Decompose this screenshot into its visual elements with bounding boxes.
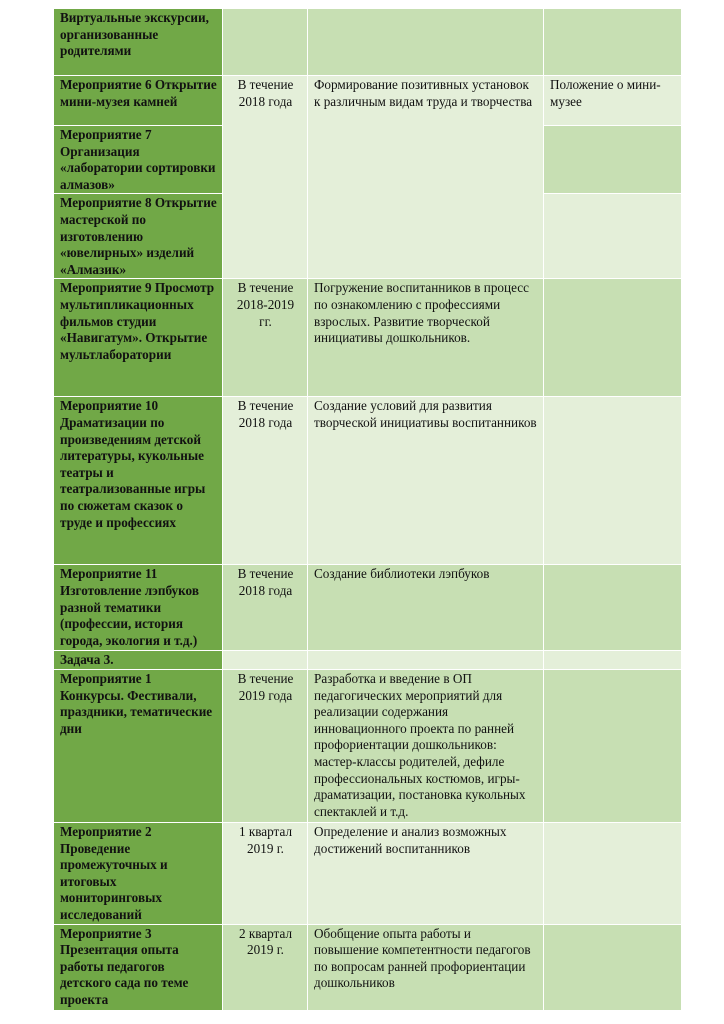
date-cell: 2 квартал 2019 г. [223, 924, 308, 1010]
result-cell: Разработка и введение в ОП педагогических мероприятий для реализации содержания инновационного проекта по ранней профориентации дошкольников: мастер-классы родителей, дефиле профессиональных костюмов, игры-драматизации, постановка кукольных спектаклей и т.д. [308, 669, 544, 822]
doc-cell [544, 279, 682, 397]
result-cell: Создание условий для развития творческой инициативы воспитанников [308, 397, 544, 565]
doc-cell [544, 9, 682, 76]
result-cell: Формирование позитивных установок к различным видам труда и творчества [308, 76, 544, 279]
date-cell: В течение 2018 года [223, 76, 308, 279]
date-cell: В течение 2018 года [223, 565, 308, 651]
result-cell: Погружение воспитанников в процесс по ознакомлению с профессиями взрослых. Развитие творческой инициативы дошкольников. [308, 279, 544, 397]
event-cell: Мероприятие 1 Конкурсы. Фестивали, праздники, тематические дни [54, 669, 223, 822]
doc-cell [544, 397, 682, 565]
table-row [54, 565, 682, 651]
date-cell: В течение 2018-2019 гг. [223, 279, 308, 397]
table-row [54, 924, 682, 1010]
result-cell: Определение и анализ возможных достижений воспитанников [308, 822, 544, 924]
table-row [54, 76, 682, 126]
event-cell: Мероприятие 11 Изготовление лэпбуков разной тематики (профессии, история города, экология и т.д.) [54, 565, 223, 651]
doc-cell [544, 924, 682, 1010]
doc-cell [544, 669, 682, 822]
task-heading: Задача 3. [54, 651, 223, 670]
date-cell [223, 651, 308, 670]
event-cell: Мероприятие 10 Драматизации по произведениям детской литературы, кукольные театры и театрализованные игры по сюжетам сказок о труде и профессиях [54, 397, 223, 565]
doc-cell [544, 822, 682, 924]
event-cell: Мероприятие 9 Просмотр мультипликационных фильмов студии «Навигатум». Открытие мультлаборатории [54, 279, 223, 397]
events-table [53, 8, 682, 1011]
doc-cell [544, 126, 682, 194]
result-cell: Обобщение опыта работы и повышение компетентности педагогов по вопросам ранней профориентации дошкольников [308, 924, 544, 1010]
event-cell: Мероприятие 8 Открытие мастерской по изготовлению «ювелирных» изделий «Алмазик» [54, 194, 223, 279]
table-row [54, 279, 682, 397]
doc-cell [544, 194, 682, 279]
result-cell [308, 9, 544, 76]
table-row [54, 669, 682, 822]
result-cell [308, 651, 544, 670]
table-row [54, 9, 682, 76]
date-cell: 1 квартал 2019 г. [223, 822, 308, 924]
event-cell: Мероприятие 6 Открытие мини-музея камней [54, 76, 223, 126]
table-row [54, 822, 682, 924]
table-row [54, 397, 682, 565]
table-row [54, 651, 682, 670]
date-cell: В течение 2018 года [223, 397, 308, 565]
date-cell: В течение 2019 года [223, 669, 308, 822]
event-cell: Мероприятие 3 Презентация опыта работы педагогов детского сада по теме проекта [54, 924, 223, 1010]
event-cell: Мероприятие 7 Организация «лаборатории сортировки алмазов» [54, 126, 223, 194]
doc-cell [544, 565, 682, 651]
event-cell: Виртуальные экскурсии, организованные родителями [54, 9, 223, 76]
doc-cell: Положение о мини-музее [544, 76, 682, 126]
doc-cell [544, 651, 682, 670]
event-cell: Мероприятие 2 Проведение промежуточных и итоговых мониторинговых исследований [54, 822, 223, 924]
result-cell: Создание библиотеки лэпбуков [308, 565, 544, 651]
date-cell [223, 9, 308, 76]
